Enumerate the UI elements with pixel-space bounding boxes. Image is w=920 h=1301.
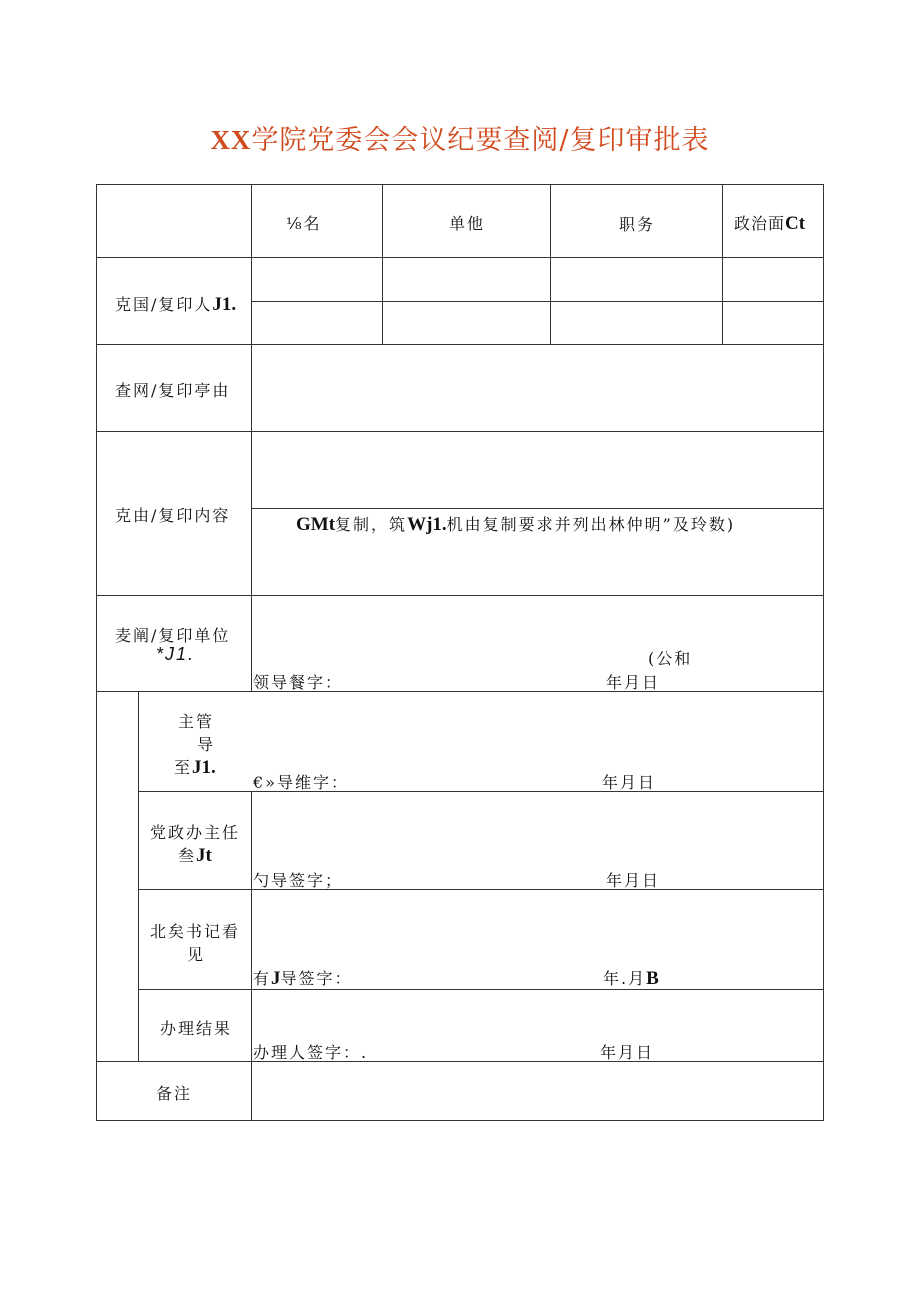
table-line xyxy=(138,691,139,1061)
header-political-text: 政治面 xyxy=(734,214,786,233)
label-office-b xyxy=(178,843,212,867)
label-supervisor-b: 导 xyxy=(197,735,216,754)
content-note-c: Wj1. xyxy=(407,514,447,535)
label-secretary-b: 见 xyxy=(187,945,206,964)
office-sign: 勺导签字； xyxy=(253,871,344,890)
supervisor-sign: €»导维字： xyxy=(253,773,349,792)
secretary-date xyxy=(603,966,659,990)
secretary-date-b: B xyxy=(646,968,659,989)
label-office-a: 党政办主任 xyxy=(150,823,241,842)
table-line xyxy=(251,1061,252,1121)
unit-date: 年月日 xyxy=(606,673,661,692)
secretary-sign-a: 有 xyxy=(253,969,272,988)
table-line xyxy=(96,1061,824,1062)
result-sign: 办理人签字：. xyxy=(253,1043,369,1062)
table-line xyxy=(251,301,824,302)
label-remarks: 备注 xyxy=(156,1084,193,1103)
label-result: 办理结果 xyxy=(160,1019,233,1038)
label-applicant-text: 克国/复印人 xyxy=(115,295,213,314)
secretary-date-a: 年.月 xyxy=(603,969,647,988)
label-unit-suffix: *J1. xyxy=(156,644,196,664)
label-supervisor-a: 主管 xyxy=(178,712,215,731)
header-name: ⅛名 xyxy=(286,214,322,233)
result-date: 年月日 xyxy=(600,1043,655,1062)
table-line xyxy=(138,889,824,890)
table-line xyxy=(138,791,824,792)
table-line xyxy=(823,184,824,1121)
table-line xyxy=(251,508,824,509)
table-line xyxy=(96,431,824,432)
label-content: 克由/复印内容 xyxy=(115,506,231,525)
label-supervisor-c-suffix: J1. xyxy=(192,757,216,778)
label-applicant xyxy=(115,292,236,316)
header-position: 职务 xyxy=(619,215,656,234)
label-secretary-a: 北矣书记看 xyxy=(150,922,241,941)
supervisor-date: 年月日 xyxy=(602,773,657,792)
table-line xyxy=(251,184,252,691)
label-office-b-text: 叁 xyxy=(178,846,197,865)
table-line xyxy=(96,184,824,185)
office-date: 年月日 xyxy=(606,871,661,890)
table-line xyxy=(96,595,824,596)
table-line xyxy=(96,344,824,345)
table-line xyxy=(550,184,551,345)
label-unit: 麦阐/复印单位 xyxy=(115,626,231,645)
content-note-d: 机由复制要求并列出林仲明”及玲数) xyxy=(446,515,736,534)
unit-sign: 领导餐字： xyxy=(253,673,344,692)
secretary-sign-c: 导签字： xyxy=(280,969,353,988)
content-note-a: GMt xyxy=(296,514,336,535)
label-applicant-suffix: J1. xyxy=(212,294,237,315)
content-note xyxy=(296,512,735,536)
header-unit: 单他 xyxy=(449,214,486,233)
table-line xyxy=(722,184,723,345)
title-text: 学院党委会会议纪要查阅/复印审批表 xyxy=(251,125,710,156)
table-line xyxy=(96,184,97,1121)
table-line xyxy=(96,691,824,692)
table-line xyxy=(138,989,824,990)
table-line xyxy=(96,1120,824,1121)
unit-seal: (公和 xyxy=(648,649,693,668)
table-line xyxy=(96,257,824,258)
header-political xyxy=(734,211,805,235)
secretary-sign xyxy=(253,966,353,990)
label-supervisor-c-text: 至 xyxy=(174,758,193,777)
label-reason: 查网/复印亭由 xyxy=(115,381,231,400)
label-office-b-suffix: Jt xyxy=(196,845,212,866)
content-note-b: 复制，筑 xyxy=(335,515,408,534)
table-line xyxy=(382,184,383,345)
label-supervisor-c xyxy=(174,755,216,779)
header-political-suffix: Ct xyxy=(785,213,806,234)
secretary-sign-b: J xyxy=(271,968,281,989)
title-prefix: XX xyxy=(210,125,252,155)
